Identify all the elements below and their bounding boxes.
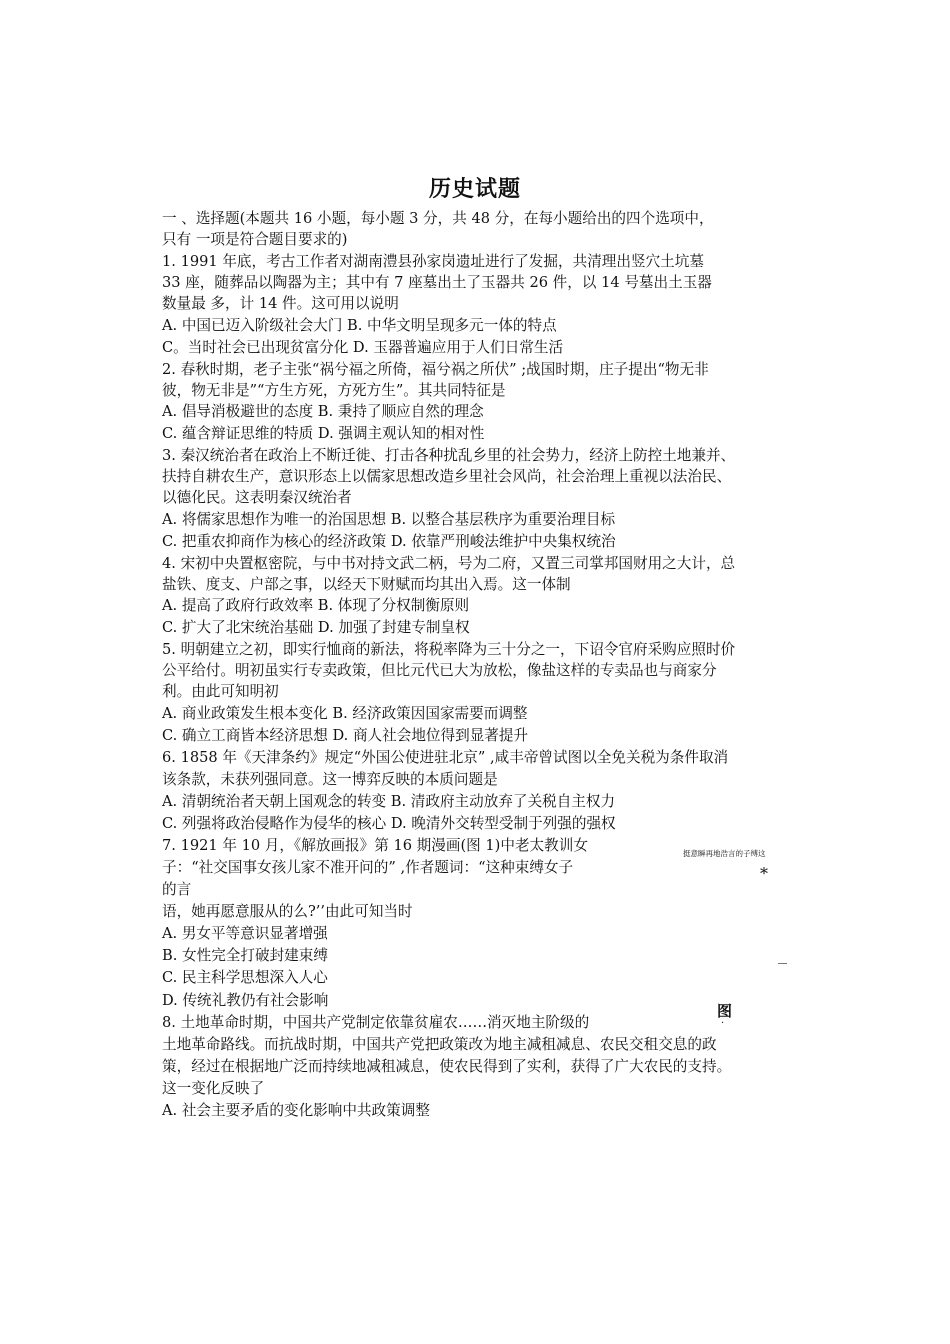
question-7-option-c: C. 民主科学思想深入人心 [162, 969, 328, 986]
question-8-stem: 这一变化反映了 [162, 1080, 265, 1097]
question-4-options-ab: A. 提高了政府行政效率 B. 体现了分权制衡原则 [162, 597, 470, 614]
question-5-options-ab: A. 商业政策发生根本变化 B. 经济政策因国家需要而调整 [162, 705, 528, 722]
page-title: 历史试题 [428, 176, 521, 202]
question-1-stem: 1. 1991 年底，考古工作者对湖南澧县孙家岗遗址进行了发掘，共清理出竖穴土坑墓 [162, 253, 704, 270]
question-8-option-a: A. 社会主要矛盾的变化影响中共政策调整 [162, 1102, 430, 1119]
question-3-options-cd: C. 把重农抑商作为核心的经济政策 D. 依靠严刑峻法维护中央集权统治 [162, 533, 616, 550]
figure-star-mark: * [760, 864, 768, 883]
question-5-stem: 公平给付。明初虽实行专卖政策，但比元代已大为放松，像盐这样的专卖品也与商家分 [162, 662, 717, 679]
figure-caption: 挺意瞬再地浩言的子缚这 [683, 849, 766, 858]
question-6-options-ab: A. 清朝统治者天朝上国观念的转变 B. 清政府主动放弃了关税自主权力 [162, 793, 616, 810]
question-5-stem: 5. 明朝建立之初，即实行恤商的新法，将税率降为三十分之一，下诏令官府采购应照时价 [162, 641, 736, 658]
question-8-stem: 土地革命路线。而抗战时期，中国共产党把政策改为地主减租减息、农民交租交息的政 [162, 1036, 717, 1053]
question-6-options-cd: C. 列强将政治侵略作为侵华的核心 D. 晚清外交转型受制于列强的强权 [162, 815, 616, 832]
question-2-options-ab: A. 倡导消极避世的态度 B. 秉持了顺应自然的理念 [162, 403, 484, 420]
question-3-stem: 3. 秦汉统治者在政治上不断迁徙、打击各种扰乱乡里的社会势力，经济上防控土地兼并、 [162, 447, 736, 464]
question-1-options-ab: A. 中国已迈入阶级社会大门 B. 中华文明呈现多元一体的特点 [162, 317, 557, 334]
question-7-stem: 语，她再愿意服从的么?’’由此可知当时 [162, 903, 413, 920]
figure-divider [778, 963, 787, 964]
question-7-option-d: D. 传统礼教仍有社会影响 [162, 992, 329, 1009]
question-8-stem: 8. 土地革命时期，中国共产党制定依靠贫雇农……消灭地主阶级的 [162, 1014, 590, 1031]
question-2-stem: 2. 春秋时期，老子主张“祸兮福之所倚，福兮祸之所伏” ;战国时期，庄子提出“物无非 [162, 361, 709, 378]
question-7-stem: 的言 [162, 881, 192, 898]
question-4-stem: 4. 宋初中央置枢密院，与中书对持文武二柄，号为二府，又置三司掌邦国财用之大计，总 [162, 555, 736, 572]
question-3-stem: 扶持自耕农生产，意识形态上以儒家思想改造乡里社会风尚，社会治理上重视以法治民、 [162, 468, 732, 485]
question-5-options-cd: C. 确立工商皆本经济思想 D. 商人社会地位得到显著提升 [162, 727, 529, 744]
question-4-options-cd: C. 扩大了北宋统治基础 D. 加强了封建专制皇权 [162, 619, 470, 636]
question-8-stem: 策，经过在根据地广泛而持续地减租减息，使农民得到了实利，获得了广大农民的支持。 [162, 1058, 732, 1075]
question-7-option-b: B. 女性完全打破封建束缚 [162, 947, 328, 964]
question-3-options-ab: A. 将儒家思想作为唯一的治国思想 B. 以整合基层秩序为重要治理目标 [162, 511, 616, 528]
question-2-options-cd: C. 蕴含辩证思维的特质 D. 强调主观认知的相对性 [162, 425, 485, 442]
question-3-stem: 以德化民。这表明秦汉统治者 [162, 489, 352, 506]
question-7-stem: 子：“社交国事女孩儿家不准开问的” ,作者题词：“这种束缚女子 [162, 859, 574, 876]
question-1-options-cd: C。当时社会已出现贫富分化 D. 玉器普遍应用于人们日常生活 [162, 339, 564, 356]
figure-dot: · [721, 1018, 725, 1029]
question-5-stem: 利。由此可知明初 [162, 683, 279, 700]
question-6-stem: 该条款，未获列强同意。这一博弈反映的本质问题是 [162, 771, 498, 788]
question-7-option-a: A. 男女平等意识显著增强 [162, 925, 328, 942]
figure-label: 图 [717, 1002, 733, 1020]
question-2-stem: 彼，物无非是”“方生方死，方死方生”。其共同特征是 [162, 382, 506, 399]
question-1-stem: 数量最 多，计 14 件。这可用以说明 [162, 295, 399, 312]
section-heading-cont: 只有 一项是符合题目要求的) [162, 231, 348, 248]
question-6-stem: 6. 1858 年《天津条约》规定“外国公使进驻北京” ,咸丰帝曾试图以全免关税为条件取消 [162, 749, 729, 766]
section-heading: 一 、选择题(本题共 16 小题，每小题 3 分，共 48 分，在每小题给出的四个选项中， [162, 210, 714, 227]
question-7-stem: 7. 1921 年 10 月，《解放画报》第 16 期漫画(图 1)中老太教训女 [162, 837, 588, 854]
question-1-stem: 33 座，随葬品以陶器为主；其中有 7 座墓出土了玉器共 26 件，以 14 号墓出土玉器 [162, 274, 712, 291]
question-4-stem: 盐铁、度支、户部之事，以经天下财赋而均其出入焉。这一体制 [162, 576, 571, 593]
